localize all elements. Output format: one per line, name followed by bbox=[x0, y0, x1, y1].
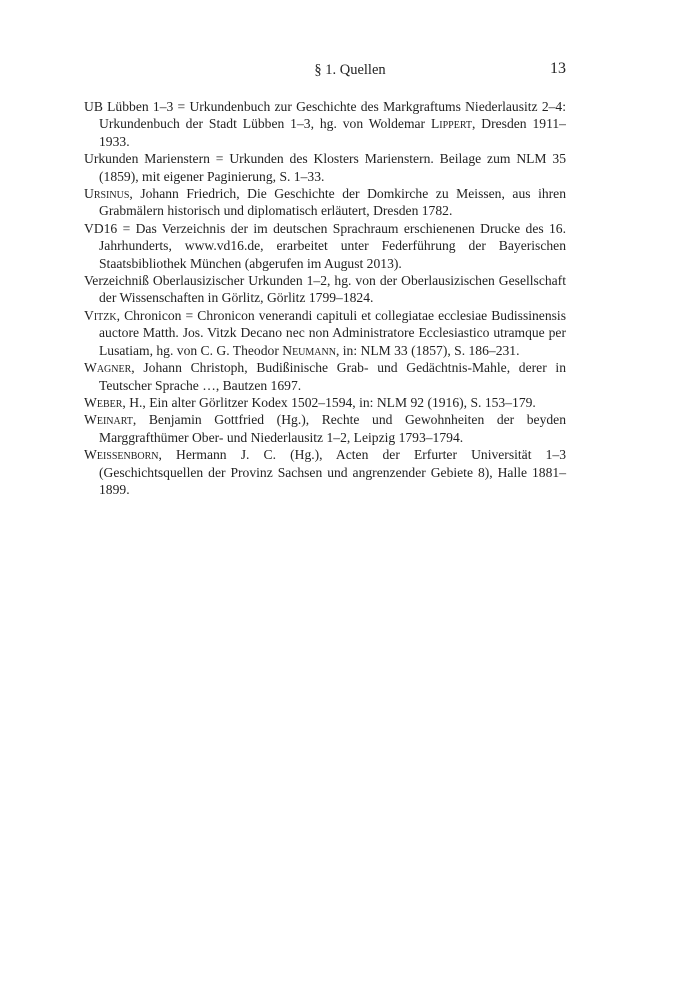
entry-text: , Benjamin Gottfried (Hg.), Rechte und Gewohnheiten der beyden Marggrafthümer Ober- und Niederlausitz 1–2, Leipzig 1793–1794. bbox=[99, 412, 566, 445]
entry-text: , in: NLM 33 (1857), S. 186–231. bbox=[335, 342, 520, 358]
bibliography-entry bbox=[84, 307, 566, 359]
author-name: Wagner bbox=[84, 360, 132, 376]
bibliography-entry bbox=[84, 272, 566, 307]
bibliography-entry bbox=[84, 220, 566, 272]
entry-text: Verzeichniß Oberlausizischer Urkunden 1–2, hg. von der Oberlausizischen Gesellschaft der Wissenschaften in Görlitz, Görlitz 1799–1824. bbox=[84, 273, 566, 306]
bibliography-entry bbox=[84, 411, 566, 446]
running-head: § 1. Quellen bbox=[314, 62, 386, 78]
entry-text: Urkunden Marienstern = Urkunden des Klosters Marienstern. Beilage zum NLM 35 (1859), mit eigener Paginierung, S. 1–33. bbox=[84, 151, 566, 184]
editor-name: Neumann bbox=[282, 342, 336, 358]
author-name: Weissenborn bbox=[84, 447, 159, 463]
entry-text: VD16 = Das Verzeichnis der im deutschen Sprachraum erschienenen Drucke des 16. Jahrhunderts, www.vd16.de, erarbeitet unter Federführung der Bayerischen Staatsbibliothek München (abgerufen im August 2013). bbox=[84, 220, 566, 271]
entry-text: , Johann Christoph, Budißinische Grab- und Gedächtnis-Mahle, derer in Teutscher Sprache …, Bautzen 1697. bbox=[99, 360, 566, 393]
bibliography-entry bbox=[84, 359, 566, 394]
author-name: Weinart bbox=[84, 412, 133, 428]
bibliography-entry bbox=[84, 98, 566, 150]
author-name: Vitzk bbox=[84, 307, 117, 323]
page-header bbox=[0, 60, 700, 84]
bibliography-entry bbox=[84, 150, 566, 185]
author-name: Weber bbox=[84, 394, 123, 410]
entry-text: , Dresden 1911–1933. bbox=[99, 116, 566, 149]
entry-text: , Hermann J. C. (Hg.), Acten der Erfurter Universität 1–3 (Geschichtsquellen der Provinz Sachsen und angrenzender Gebiete 8), Halle 1881–1899. bbox=[99, 447, 566, 497]
author-name: Lippert bbox=[430, 116, 473, 132]
entry-text: , H., Ein alter Görlitzer Kodex 1502–1594, in: NLM 92 (1916), S. 153–179. bbox=[122, 394, 536, 410]
entry-text: , Chronicon = Chronicon venerandi capituli et collegiatae ecclesiae Budissinensis auctore Matth. Jos. Vitzk Decano nec non Administratore Ecclesiastico utramque per Lusatiam, hg. von C. G. Theodor bbox=[99, 307, 566, 358]
page-number: 13 bbox=[550, 60, 566, 77]
entry-text: UB Lübben 1–3 = Urkundenbuch zur Geschichte des Markgraftums Niederlausitz 2–4: Urkundenbuch der Stadt Lübben 1–3, hg. von Woldemar bbox=[84, 99, 566, 132]
author-name: Ursinus bbox=[84, 186, 130, 202]
bibliography-entry bbox=[84, 446, 566, 498]
bibliography-entry bbox=[84, 185, 566, 220]
bibliography-list bbox=[84, 98, 566, 498]
entry-text: , Johann Friedrich, Die Geschichte der Domkirche zu Meissen, aus ihren Grabmälern historisch und diplomatisch erläutert, Dresden 1782. bbox=[99, 186, 566, 219]
bibliography-entry bbox=[84, 394, 566, 411]
